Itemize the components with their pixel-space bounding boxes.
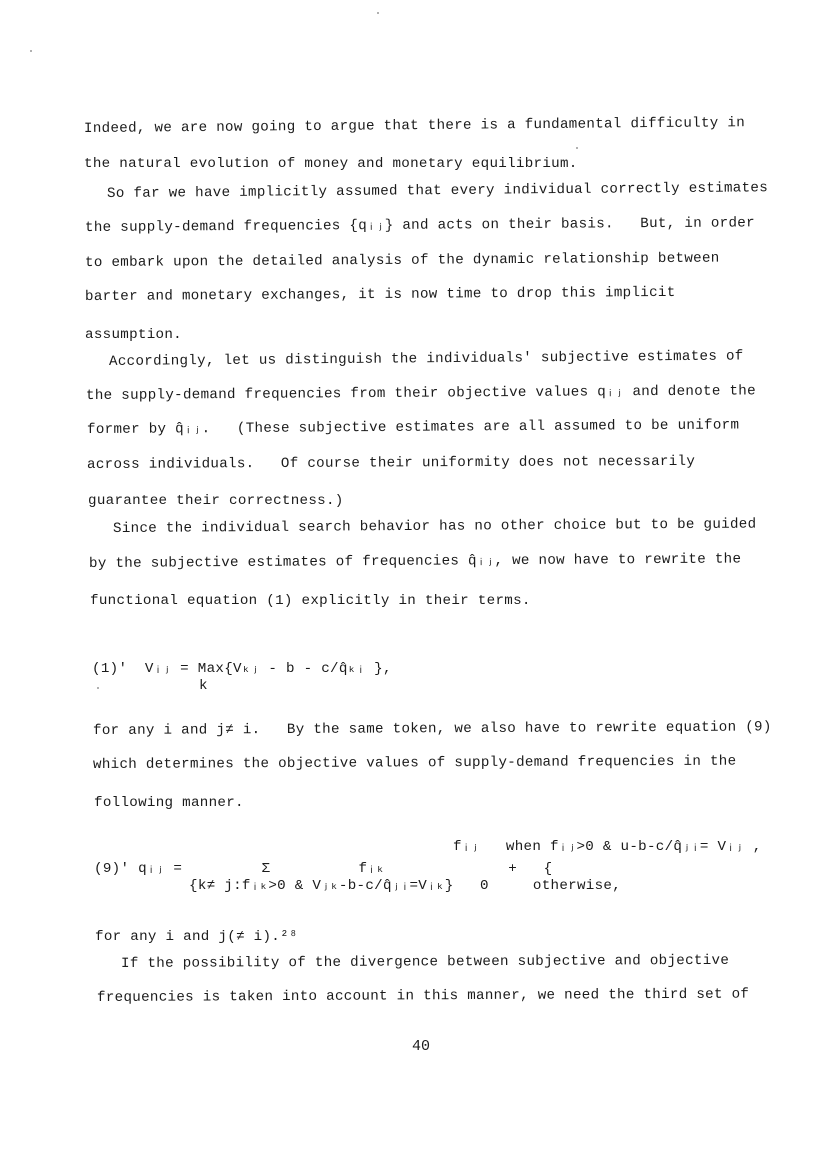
text-line-1: Indeed, we are now going to argue that there is a fundamental difficulty in: [83, 115, 746, 137]
equation-1-max-subscript: k: [199, 678, 208, 694]
text-line-3: So far we have implicitly assumed that every individual correctly estimates: [106, 180, 769, 202]
text-line-19: for any i and j(≠ i).²⁸: [95, 929, 298, 945]
scan-speck: [576, 147, 578, 149]
text-line-5: to embark upon the detailed analysis of the dynamic relationship between: [84, 250, 720, 271]
text-line-4: the supply-demand frequencies {qᵢⱼ} and acts on their basis. But, in order: [84, 215, 755, 236]
text-line-16: for any i and j≠ i. By the same token, we also have to rewrite equation (9): [92, 719, 772, 739]
text-line-10: former by q̂ᵢⱼ. (These subjective estimates are all assumed to be uniform: [86, 417, 740, 438]
scan-speck: [30, 50, 32, 52]
text-line-21: frequencies is taken into account in this manner, we need the third set of: [96, 986, 750, 1006]
text-line-15: functional equation (1) explicitly in their terms.: [90, 593, 531, 609]
equation-9-case-1: fᵢⱼ when fᵢⱼ>0 & u-b-c/q̂ⱼᵢ= Vᵢⱼ ,: [453, 839, 762, 855]
equation-9-condition: {k≠ j:fᵢₖ>0 & Vⱼₖ-b-c/q̂ⱼᵢ=Vᵢₖ} 0 otherwise,: [189, 878, 622, 894]
equation-9-main: (9)' qᵢⱼ = Σ fᵢₖ + {: [94, 861, 553, 877]
scan-speck: [377, 12, 379, 14]
text-line-17: which determines the objective values of supply-demand frequencies in the: [92, 753, 737, 773]
text-line-9: the supply-demand frequencies from their objective values qᵢⱼ and denote the: [85, 383, 756, 404]
text-line-20: If the possibility of the divergence between subjective and objective: [120, 952, 730, 972]
equation-1-prime: (1)' Vᵢⱼ = Max{Vₖⱼ - b - c/q̂ₖᵢ },: [92, 661, 392, 677]
scan-speck: [97, 687, 99, 689]
text-line-11: across individuals. Of course their uniformity does not necessarily: [86, 453, 696, 473]
text-line-14: by the subjective estimates of frequencies q̂ᵢⱼ, we now have to rewrite the: [88, 551, 742, 572]
text-line-7: assumption.: [85, 327, 182, 343]
text-line-12: guarantee their correctness.): [88, 493, 344, 509]
text-line-8: Accordingly, let us distinguish the individuals' subjective estimates of: [108, 348, 744, 370]
page-number: 40: [412, 1038, 431, 1055]
text-line-18: following manner.: [94, 795, 244, 811]
text-line-2: the natural evolution of money and monetary equilibrium.: [84, 156, 578, 172]
text-line-13: Since the individual search behavior has no other choice but to be guided: [112, 516, 757, 537]
text-line-6: barter and monetary exchanges, it is now time to drop this implicit: [84, 284, 676, 305]
